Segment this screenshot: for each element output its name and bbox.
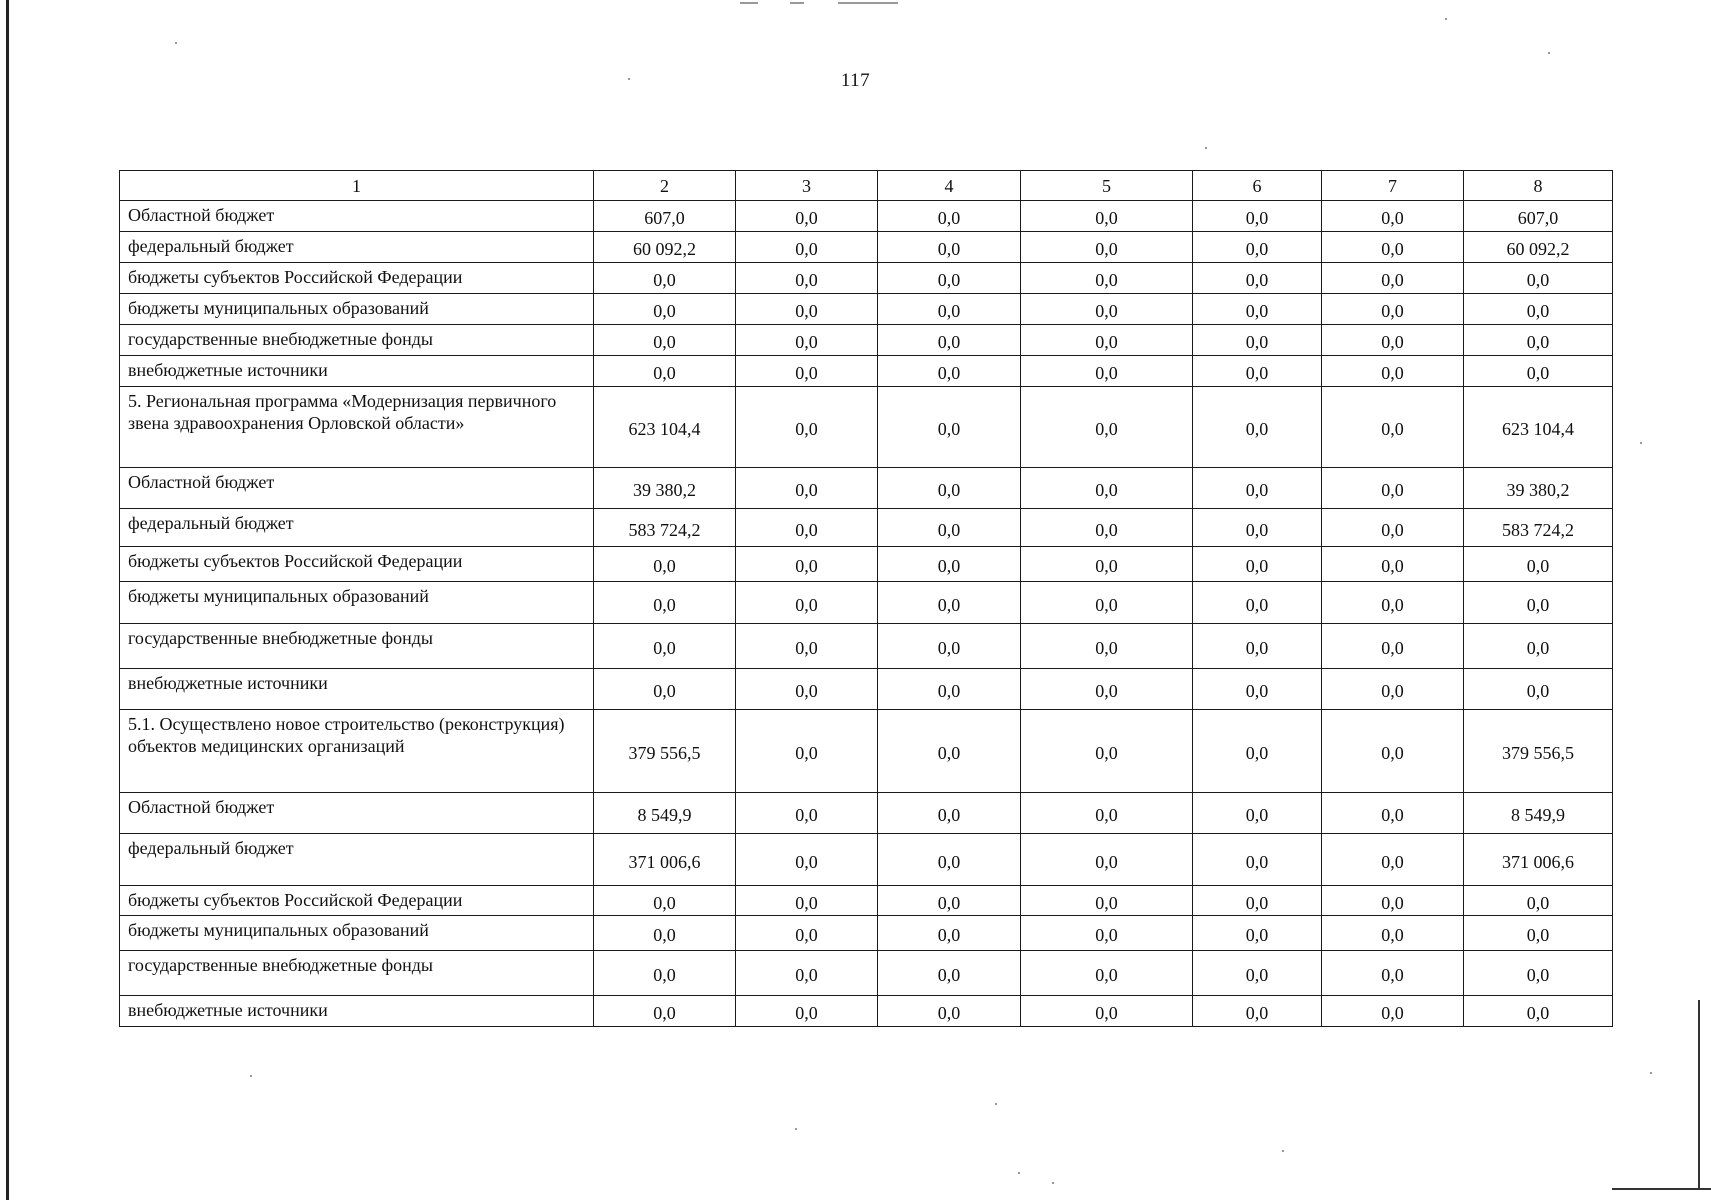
row-label: бюджеты муниципальных образований [120, 582, 594, 624]
row-label: бюджеты муниципальных образований [120, 916, 594, 951]
value-cell: 0,0 [594, 996, 736, 1027]
value-cell: 0,0 [1464, 916, 1613, 951]
value-cell: 0,0 [1021, 834, 1193, 886]
value-cell: 0,0 [1322, 468, 1464, 509]
value-cell: 0,0 [1322, 325, 1464, 356]
value-cell: 0,0 [878, 356, 1021, 387]
value-cell: 60 092,2 [1464, 232, 1613, 263]
value-cell: 0,0 [736, 294, 878, 325]
value-cell: 0,0 [1021, 582, 1193, 624]
table-row [120, 793, 1613, 834]
value-cell: 0,0 [1193, 793, 1322, 834]
value-cell: 583 724,2 [1464, 509, 1613, 547]
scan-artifact-top [838, 2, 898, 4]
scan-artifact-top [790, 2, 804, 4]
table-row [120, 916, 1613, 951]
value-cell: 0,0 [594, 951, 736, 996]
header-cell: 5 [1021, 171, 1193, 201]
value-cell: 0,0 [1021, 232, 1193, 263]
scan-speck [795, 1128, 797, 1130]
value-cell: 0,0 [1193, 951, 1322, 996]
row-label: 5. Региональная программа «Модернизация первичного звена здравоохранения Орловской области» [120, 387, 594, 468]
table-row [120, 996, 1613, 1027]
value-cell: 0,0 [878, 996, 1021, 1027]
table-body [120, 201, 1613, 1027]
value-cell: 0,0 [594, 916, 736, 951]
table-row [120, 710, 1613, 793]
value-cell: 583 724,2 [594, 509, 736, 547]
value-cell: 0,0 [736, 325, 878, 356]
value-cell: 0,0 [594, 582, 736, 624]
row-label: Областной бюджет [120, 793, 594, 834]
table-row [120, 325, 1613, 356]
header-cell: 3 [736, 171, 878, 201]
table-row [120, 951, 1613, 996]
value-cell: 0,0 [1193, 356, 1322, 387]
value-cell: 0,0 [1464, 624, 1613, 669]
value-cell: 0,0 [1021, 325, 1193, 356]
value-cell: 0,0 [1193, 582, 1322, 624]
value-cell: 0,0 [1322, 201, 1464, 232]
value-cell: 0,0 [1464, 996, 1613, 1027]
value-cell: 0,0 [1193, 996, 1322, 1027]
value-cell: 0,0 [1193, 834, 1322, 886]
value-cell: 0,0 [1021, 951, 1193, 996]
value-cell: 371 006,6 [594, 834, 736, 886]
value-cell: 8 549,9 [1464, 793, 1613, 834]
table-header-row [120, 171, 1613, 201]
value-cell: 0,0 [736, 509, 878, 547]
value-cell: 0,0 [1193, 294, 1322, 325]
value-cell: 0,0 [736, 582, 878, 624]
table-row [120, 356, 1613, 387]
value-cell: 0,0 [736, 793, 878, 834]
value-cell: 623 104,4 [594, 387, 736, 468]
value-cell: 0,0 [1464, 325, 1613, 356]
value-cell: 0,0 [1322, 624, 1464, 669]
value-cell: 0,0 [1021, 996, 1193, 1027]
value-cell: 8 549,9 [594, 793, 736, 834]
table-row [120, 232, 1613, 263]
value-cell: 371 006,6 [1464, 834, 1613, 886]
row-label: внебюджетные источники [120, 996, 594, 1027]
value-cell: 0,0 [1464, 294, 1613, 325]
row-label: федеральный бюджет [120, 834, 594, 886]
table-row [120, 624, 1613, 669]
value-cell: 0,0 [1322, 387, 1464, 468]
value-cell: 0,0 [1021, 669, 1193, 710]
value-cell: 0,0 [594, 669, 736, 710]
table-row [120, 582, 1613, 624]
value-cell: 0,0 [594, 294, 736, 325]
value-cell: 0,0 [1464, 669, 1613, 710]
value-cell: 60 092,2 [594, 232, 736, 263]
value-cell: 0,0 [1322, 834, 1464, 886]
row-label: федеральный бюджет [120, 509, 594, 547]
scan-speck [1640, 442, 1642, 444]
value-cell: 0,0 [1021, 710, 1193, 793]
scan-speck [1018, 1172, 1020, 1174]
value-cell: 0,0 [1193, 232, 1322, 263]
value-cell: 0,0 [1021, 916, 1193, 951]
row-label: Областной бюджет [120, 468, 594, 509]
value-cell: 0,0 [1021, 886, 1193, 916]
value-cell: 0,0 [1193, 509, 1322, 547]
value-cell: 0,0 [1322, 793, 1464, 834]
scan-speck [995, 1103, 997, 1105]
value-cell: 0,0 [1193, 387, 1322, 468]
value-cell: 0,0 [878, 916, 1021, 951]
row-label: бюджеты субъектов Российской Федерации [120, 263, 594, 294]
value-cell: 0,0 [1322, 509, 1464, 547]
row-label: бюджеты субъектов Российской Федерации [120, 886, 594, 916]
scan-artifact-top [740, 2, 758, 4]
value-cell: 379 556,5 [594, 710, 736, 793]
table-row [120, 669, 1613, 710]
value-cell: 0,0 [736, 834, 878, 886]
row-label: Областной бюджет [120, 201, 594, 232]
row-label: государственные внебюджетные фонды [120, 325, 594, 356]
header-cell: 1 [120, 171, 594, 201]
value-cell: 0,0 [1021, 201, 1193, 232]
value-cell: 0,0 [878, 468, 1021, 509]
table-row [120, 547, 1613, 582]
value-cell: 0,0 [736, 387, 878, 468]
value-cell: 0,0 [594, 547, 736, 582]
budget-table [119, 170, 1613, 1027]
value-cell: 0,0 [1464, 582, 1613, 624]
value-cell: 0,0 [1322, 232, 1464, 263]
value-cell: 0,0 [736, 201, 878, 232]
value-cell: 0,0 [1322, 951, 1464, 996]
value-cell: 0,0 [1193, 886, 1322, 916]
row-label: бюджеты субъектов Российской Федерации [120, 547, 594, 582]
value-cell: 0,0 [1021, 547, 1193, 582]
value-cell: 0,0 [1322, 547, 1464, 582]
value-cell: 379 556,5 [1464, 710, 1613, 793]
value-cell: 0,0 [878, 294, 1021, 325]
value-cell: 0,0 [1322, 294, 1464, 325]
scan-edge-bottom [1612, 1188, 1711, 1190]
table-row [120, 201, 1613, 232]
header-cell: 2 [594, 171, 736, 201]
row-label: федеральный бюджет [120, 232, 594, 263]
value-cell: 0,0 [1021, 356, 1193, 387]
row-label: внебюджетные источники [120, 356, 594, 387]
value-cell: 0,0 [594, 624, 736, 669]
scan-speck [175, 42, 177, 44]
value-cell: 0,0 [736, 232, 878, 263]
value-cell: 0,0 [878, 547, 1021, 582]
scan-speck [1205, 147, 1207, 149]
header-cell: 4 [878, 171, 1021, 201]
table-row [120, 387, 1613, 468]
value-cell: 0,0 [1193, 325, 1322, 356]
value-cell: 0,0 [878, 263, 1021, 294]
value-cell: 0,0 [1464, 356, 1613, 387]
scan-speck [1650, 1072, 1652, 1074]
value-cell: 0,0 [1193, 710, 1322, 793]
header-cell: 8 [1464, 171, 1613, 201]
value-cell: 0,0 [1322, 582, 1464, 624]
value-cell: 0,0 [1021, 793, 1193, 834]
value-cell: 0,0 [1322, 669, 1464, 710]
value-cell: 0,0 [1322, 886, 1464, 916]
header-cell: 7 [1322, 171, 1464, 201]
value-cell: 0,0 [736, 263, 878, 294]
value-cell: 0,0 [736, 624, 878, 669]
value-cell: 0,0 [1193, 669, 1322, 710]
value-cell: 0,0 [1322, 916, 1464, 951]
value-cell: 0,0 [1021, 263, 1193, 294]
value-cell: 0,0 [1021, 468, 1193, 509]
scan-speck [1052, 1182, 1054, 1184]
value-cell: 607,0 [1464, 201, 1613, 232]
value-cell: 0,0 [736, 916, 878, 951]
value-cell: 0,0 [1021, 294, 1193, 325]
row-label: бюджеты муниципальных образований [120, 294, 594, 325]
value-cell: 0,0 [1193, 547, 1322, 582]
value-cell: 0,0 [878, 387, 1021, 468]
value-cell: 0,0 [1322, 710, 1464, 793]
value-cell: 0,0 [878, 669, 1021, 710]
value-cell: 0,0 [878, 951, 1021, 996]
table-row [120, 886, 1613, 916]
value-cell: 0,0 [1193, 916, 1322, 951]
value-cell: 0,0 [1322, 356, 1464, 387]
value-cell: 607,0 [594, 201, 736, 232]
value-cell: 0,0 [1464, 547, 1613, 582]
value-cell: 0,0 [594, 263, 736, 294]
value-cell: 0,0 [736, 710, 878, 793]
value-cell: 0,0 [878, 325, 1021, 356]
scan-edge-left [6, 0, 9, 1200]
value-cell: 0,0 [736, 669, 878, 710]
value-cell: 623 104,4 [1464, 387, 1613, 468]
value-cell: 0,0 [878, 834, 1021, 886]
value-cell: 0,0 [878, 582, 1021, 624]
value-cell: 0,0 [878, 793, 1021, 834]
value-cell: 0,0 [594, 356, 736, 387]
table-row [120, 834, 1613, 886]
value-cell: 0,0 [1193, 468, 1322, 509]
value-cell: 0,0 [1193, 201, 1322, 232]
value-cell: 0,0 [736, 468, 878, 509]
value-cell: 0,0 [736, 951, 878, 996]
value-cell: 0,0 [1021, 624, 1193, 669]
value-cell: 0,0 [1322, 263, 1464, 294]
value-cell: 0,0 [1464, 263, 1613, 294]
row-label: государственные внебюджетные фонды [120, 951, 594, 996]
value-cell: 0,0 [878, 710, 1021, 793]
scan-edge-right [1698, 1000, 1700, 1190]
scan-speck [1445, 18, 1447, 20]
value-cell: 39 380,2 [594, 468, 736, 509]
value-cell: 0,0 [1464, 951, 1613, 996]
table-row [120, 468, 1613, 509]
row-label: государственные внебюджетные фонды [120, 624, 594, 669]
value-cell: 0,0 [1193, 624, 1322, 669]
value-cell: 0,0 [878, 624, 1021, 669]
scan-speck [1282, 1150, 1284, 1152]
value-cell: 0,0 [736, 886, 878, 916]
value-cell: 0,0 [878, 232, 1021, 263]
header-cell: 6 [1193, 171, 1322, 201]
value-cell: 0,0 [878, 201, 1021, 232]
value-cell: 0,0 [1021, 509, 1193, 547]
value-cell: 0,0 [878, 509, 1021, 547]
value-cell: 0,0 [1021, 387, 1193, 468]
value-cell: 0,0 [878, 886, 1021, 916]
value-cell: 0,0 [594, 886, 736, 916]
value-cell: 39 380,2 [1464, 468, 1613, 509]
value-cell: 0,0 [736, 996, 878, 1027]
table-row [120, 509, 1613, 547]
row-label: 5.1. Осуществлено новое строительство (реконструкция) объектов медицинских организаций [120, 710, 594, 793]
value-cell: 0,0 [736, 547, 878, 582]
table-row [120, 263, 1613, 294]
value-cell: 0,0 [1322, 996, 1464, 1027]
scan-speck [1548, 52, 1550, 54]
table-row [120, 294, 1613, 325]
value-cell: 0,0 [1464, 886, 1613, 916]
value-cell: 0,0 [736, 356, 878, 387]
value-cell: 0,0 [1193, 263, 1322, 294]
scan-speck [250, 1075, 252, 1077]
page-number: 117 [840, 70, 871, 91]
row-label: внебюджетные источники [120, 669, 594, 710]
value-cell: 0,0 [594, 325, 736, 356]
